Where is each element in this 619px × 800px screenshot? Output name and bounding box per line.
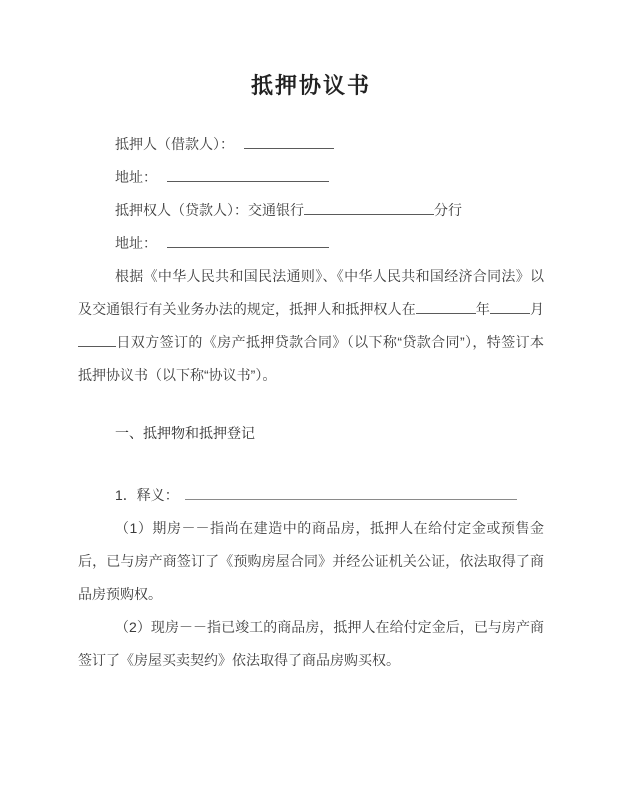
address-2-blank-line xyxy=(167,234,329,248)
section-1-heading: 一、抵押物和抵押登记 xyxy=(115,425,255,441)
year-label: 年 xyxy=(475,301,490,317)
definition-label: 1．释义： xyxy=(115,487,179,503)
preamble-text-1: 根据《中华人民共和国民法通则》、《中华人民共和国经济合同法》以及交通银行有关业务办法的规定，抵押人和抵押权人在 xyxy=(78,268,544,317)
address-1-blank-line xyxy=(167,168,329,182)
month-label: 月 xyxy=(529,301,545,317)
definition-blank-line xyxy=(185,486,517,500)
form-line-mortgagee xyxy=(115,194,544,227)
month-blank-line xyxy=(490,300,530,314)
year-blank-line xyxy=(416,300,476,314)
preamble-paragraph xyxy=(78,260,544,392)
document-title: 抵押协议书 xyxy=(250,73,371,98)
definition-item-2: （2）现房－－指已竣工的商品房，抵押人在给付定金后，已与房产商签订了《房屋买卖契约》依法取得了商品房购买权。 xyxy=(78,619,544,668)
bank-branch-blank-line xyxy=(304,201,434,215)
form-line-mortgagor xyxy=(115,128,544,161)
address-1-label: 地址： xyxy=(115,169,157,185)
address-2-label: 地址： xyxy=(115,235,157,251)
preamble-text-2: 日双方签订的《房产抵押贷款合同》（以下称“贷款合同”），特签订本抵押协议书（以下称“协议书”）。 xyxy=(78,334,544,383)
definition-line xyxy=(115,479,544,512)
mortgagor-label: 抵押人（借款人）： xyxy=(115,136,234,152)
definition-item-1: （1）期房－－指尚在建造中的商品房，抵押人在给付定金或预售金后，已与房产商签订了《预购房屋合同》并经公证机关公证，依法取得了商品房预购权。 xyxy=(78,520,544,602)
branch-suffix-label: 分行 xyxy=(434,202,462,218)
form-line-address-2 xyxy=(115,227,544,260)
day-blank-line xyxy=(78,333,116,347)
mortgagor-blank-line xyxy=(244,135,334,149)
mortgagee-label: 抵押权人（贷款人）：交通银行 xyxy=(115,202,304,218)
form-line-address-1 xyxy=(115,161,544,194)
